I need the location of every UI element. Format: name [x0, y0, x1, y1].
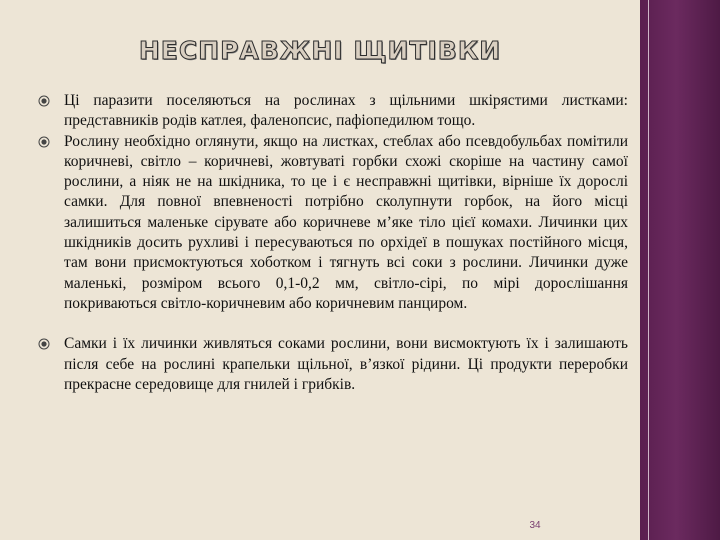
bullet-item-2 — [36, 132, 628, 315]
bullet-list — [36, 91, 628, 395]
circle-bullet-icon — [38, 95, 50, 107]
decorative-side-band — [640, 0, 720, 540]
bullet-text-1: Ці паразити поселяються на рослинах з щільними шкірястими листками: представників родів катлея, фаленопсис, пафіопедилюм тощо. — [64, 92, 628, 130]
decorative-band-line — [648, 0, 649, 540]
circle-bullet-icon — [38, 136, 50, 148]
bullet-text-3: Самки і їх личинки живляться соками рослини, вони висмоктують їх і залишають після себе на рослині крапельки щільної, в’язкої рідини. Ці продукти переробки прекрасне середовище для гнилей і грибків. — [64, 335, 628, 393]
bullet-text-2: Рослину необхідно оглянути, якщо на листках, стеблах або псевдобульбах помітили коричневі, світло – коричневі, жовтуваті горбки схожі скоріше на частину самої рослини, а ніяк не на шкідника, то це і є несправжні щитівки, вірніше їх дорослі самки. Для повної впевненості потрібно сколупнути горбок, на його місці залишиться маленьке сірувате або коричневе м’яке тіло цієї комахи. Личинки цих шкідників досить рухливі і пересуваються по орхідеї в пошуках постійного місця, там вони присмоктуються хоботком і тягнуть всі соки з рослини. Личинки дуже маленькі, розміром всього 0,1-0,2 мм, світло-сірі, по мірі дорослішання покриваються світло-коричневим або коричневим панциром. — [64, 132, 628, 312]
slide-title: НЕСПРАВЖНІ ЩИТІВКИ — [138, 36, 502, 65]
page-number: 34 — [529, 520, 541, 531]
bullet-item-1 — [36, 91, 628, 132]
bullet-item-3 — [36, 334, 628, 395]
circle-bullet-icon — [38, 338, 50, 350]
